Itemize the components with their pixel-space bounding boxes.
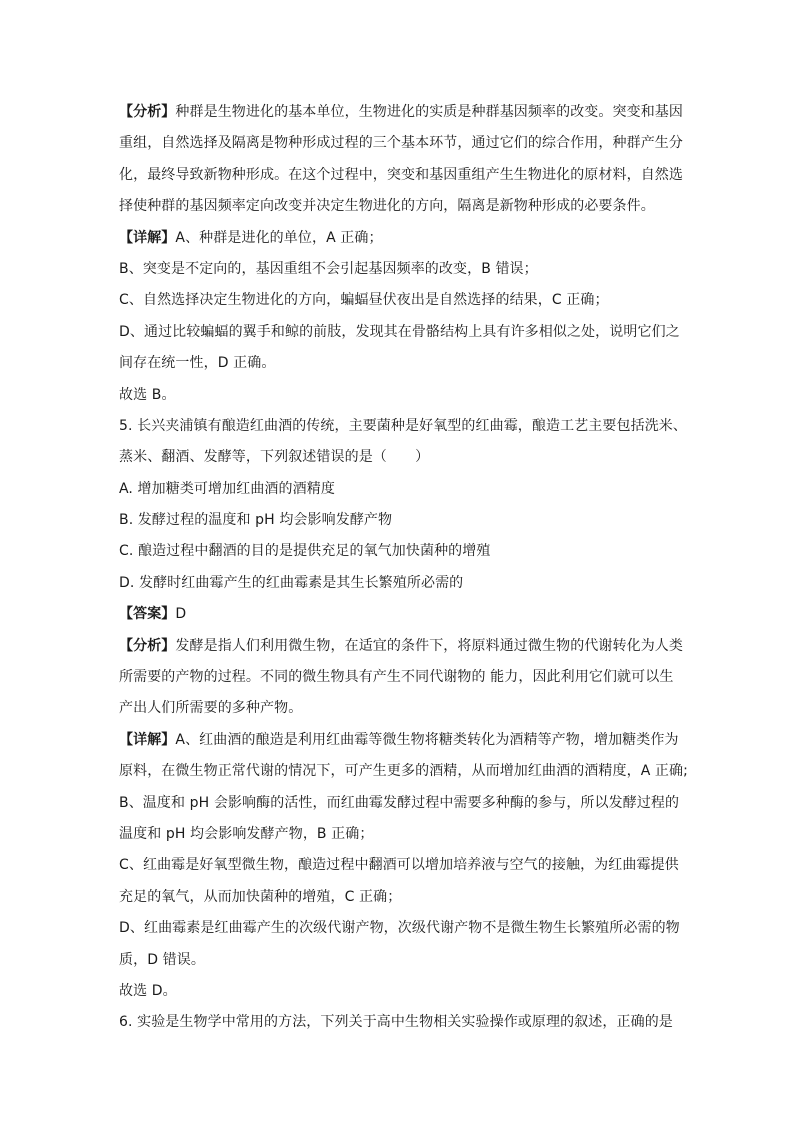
text-line [119, 380, 685, 411]
text-line [119, 599, 685, 630]
line-text: 化，最终导致新物种形成。在这个过程中，突变和基因重组产生生物进化的原材料，自然选 [119, 166, 683, 183]
line-text: 所需要的产物的过程。不同的微生物具有产生不同代谢物的 能力，因此利用它们就可以生 [119, 669, 674, 686]
line-text: 原料，在微生物正常代谢的情况下，可产生更多的酒精，从而增加红曲酒的酒精度，A 正确; [119, 763, 688, 780]
text-line [119, 191, 685, 222]
text-line [119, 725, 685, 756]
text-line [119, 97, 685, 128]
line-text: 故选 B。 [119, 386, 176, 403]
line-text: 6. 实验是生物学中常用的方法，下列关于高中生物相关实验操作或原理的叙述，正确的是 [119, 1014, 673, 1031]
line-text: A、种群是进化的单位，A 正确； [175, 229, 383, 246]
text-line [119, 850, 685, 881]
section-tag: 【分析】 [119, 637, 176, 654]
line-text: D. 发酵时红曲霉产生的红曲霉素是其生长繁殖所必需的 [119, 574, 464, 591]
text-line [119, 317, 685, 348]
section-tag: 【详解】 [119, 731, 176, 748]
text-line [119, 882, 685, 913]
text-line [119, 662, 685, 693]
line-text: C、红曲霉是好氧型微生物，酿造过程中翻酒可以增加培养液与空气的接触，为红曲霉提供 [119, 857, 679, 874]
line-text: C、自然选择决定生物进化的方向，蝙蝠昼伏夜出是自然选择的结果，C 正确； [119, 292, 609, 309]
text-line [119, 631, 685, 662]
text-line [119, 254, 685, 285]
text-line [119, 788, 685, 819]
line-text: 充足的氧气，从而加快菌种的增殖，C 正确； [119, 888, 402, 905]
text-line [119, 128, 685, 159]
text-line [119, 756, 688, 787]
text-line [119, 223, 685, 254]
line-text: B、温度和 pH 会影响酶的活性，而红曲霉发酵过程中需要多种酶的参与，所以发酵过程的 [119, 794, 680, 811]
section-tag: 【答案】 [119, 606, 176, 623]
text-line [119, 348, 685, 379]
line-text: B、突变是不定向的，基因重组不会引起基因频率的改变，B 错误； [119, 260, 538, 277]
text-line [119, 945, 685, 976]
text-line [119, 160, 685, 191]
text-line [119, 693, 685, 724]
line-text: 间存在统一性，D 正确。 [119, 355, 276, 372]
line-text: 温度和 pH 均会影响发酵产物，B 正确； [119, 825, 374, 842]
line-text: 种群是生物进化的基本单位，生物进化的实质是种群基因频率的改变。突变和基因 [175, 104, 684, 120]
line-text: 发酵是指人们利用微生物，在适宜的条件下，将原料通过微生物的代谢转化为人类 [175, 637, 684, 654]
line-text: B. 发酵过程的温度和 pH 均会影响发酵产物 [119, 512, 393, 529]
line-text: 故选 D。 [119, 982, 177, 999]
line-text: D、红曲霉素是红曲霉产生的次级代谢产物，次级代谢产物不是微生物生长繁殖所必需的物 [119, 920, 680, 937]
line-text: A、红曲酒的酿造是利用红曲霉等微生物将糖类转化为酒精等产物，增加糖类作为 [175, 731, 679, 748]
text-line [119, 976, 685, 1007]
line-text: 质，D 错误。 [119, 951, 205, 968]
text-line [119, 474, 685, 505]
document-page [119, 97, 688, 1039]
line-text: 重组，自然选择及隔离是物种形成过程的三个基本环节，通过它们的综合作用，种群产生分 [119, 135, 683, 152]
text-line [119, 411, 688, 442]
line-text: A. 增加糖类可增加红曲酒的酒精度 [119, 480, 335, 497]
line-text: 5. 长兴夹浦镇有酿造红曲酒的传统，主要菌种是好氧型的红曲霉，酿造工艺主要包括洗米、 [119, 417, 688, 434]
line-text: D [175, 606, 187, 623]
line-text: 择使种群的基因频率定向改变并决定生物进化的方向，隔离是新物种形成的必要条件。 [119, 198, 655, 215]
line-text: 蒸米、翻酒、发酵等，下列叙述错误的是（ ） [119, 449, 430, 466]
text-line [119, 1007, 685, 1038]
text-line [119, 819, 685, 850]
line-text: D、通过比较蝙蝠的翼手和鲸的前肢，发现其在骨骼结构上具有许多相似之处，说明它们之 [119, 323, 680, 340]
section-tag: 【详解】 [119, 229, 176, 246]
text-line [119, 536, 685, 567]
line-text: 产出人们所需要的多种产物。 [119, 700, 303, 717]
text-line [119, 568, 685, 599]
line-text: C. 酿造过程中翻酒的目的是提供充足的氧气加快菌种的增殖 [119, 543, 491, 560]
text-line [119, 505, 685, 536]
text-line [119, 442, 685, 473]
text-line [119, 913, 685, 944]
text-line [119, 285, 685, 316]
section-tag: 【分析】 [119, 104, 176, 120]
